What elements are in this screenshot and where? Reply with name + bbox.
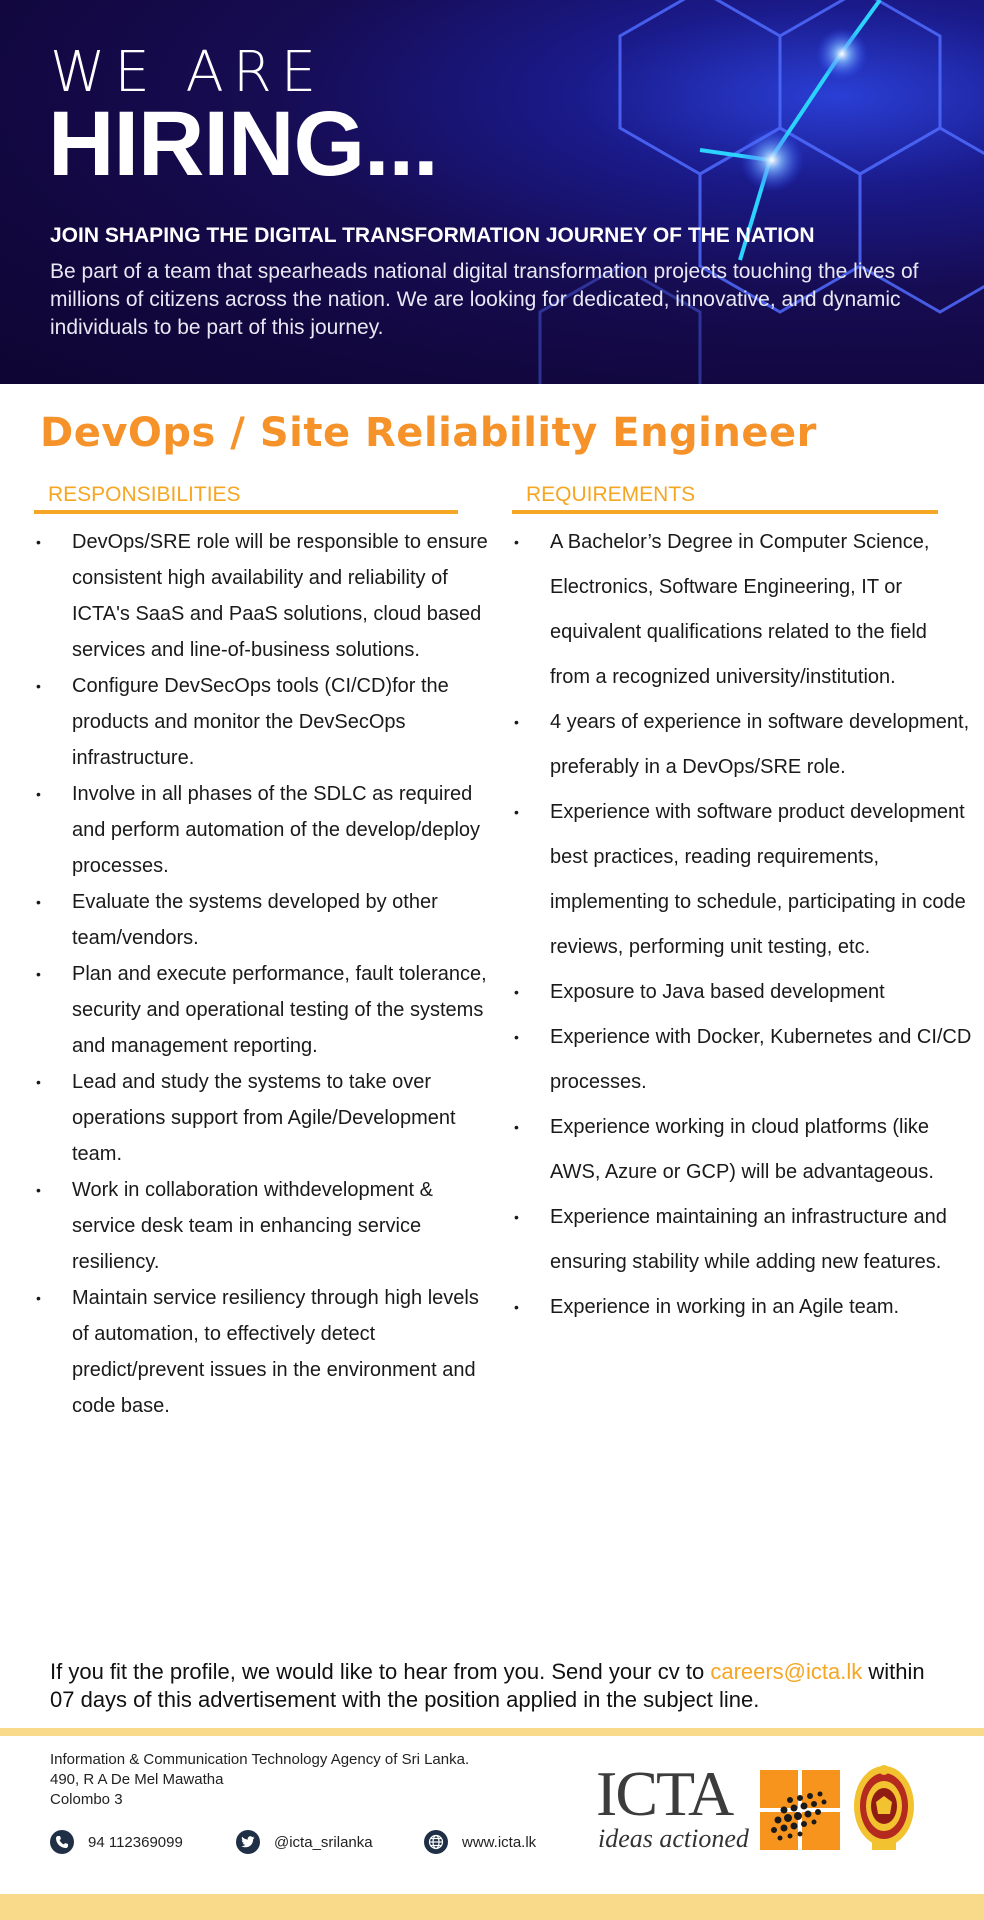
list-item: • 4 years of experience in software development, preferably in a DevOps/SRE role.	[512, 700, 972, 790]
requirements-list	[512, 520, 972, 1330]
bullet-icon: •	[36, 966, 41, 982]
cta-text-after: within 07 days of this advertisement with the position applied in the subject line.	[50, 1659, 925, 1712]
bullet-icon: •	[514, 1029, 519, 1045]
responsibilities-heading: RESPONSIBILITIES	[34, 480, 458, 514]
twitter-icon	[236, 1830, 260, 1854]
job-title: DevOps / Site Reliability Engineer	[40, 410, 817, 456]
bullet-icon: •	[36, 1290, 41, 1306]
list-item: • DevOps/SRE role will be responsible to ensure consistent high availability and reliability of ICTA's SaaS and PaaS solutions, cloud based services and line-of-business solutions.	[34, 524, 494, 668]
bottom-band	[0, 1894, 984, 1920]
contact-phone	[50, 1830, 183, 1854]
bullet-icon: •	[36, 678, 41, 694]
bullet-icon: •	[514, 714, 519, 730]
list-item: • Experience in working in an Agile team.	[512, 1285, 972, 1330]
list-item: • Plan and execute performance, fault tolerance, security and operational testing of the systems and management reporting.	[34, 956, 494, 1064]
list-item: • Exposure to Java based development	[512, 970, 972, 1015]
contact-twitter	[236, 1830, 373, 1854]
bullet-icon: •	[36, 534, 41, 550]
bullet-icon: •	[514, 534, 519, 550]
careers-email-link[interactable]: careers@icta.lk	[710, 1659, 863, 1684]
list-item: • Configure DevSecOps tools (CI/CD)for the products and monitor the DevSecOps infrastructure.	[34, 668, 494, 776]
list-item: • Experience with Docker, Kubernetes and CI/CD processes.	[512, 1015, 972, 1105]
sri-lanka-emblem-icon	[852, 1762, 916, 1852]
list-item: • Experience with software product development best practices, reading requirements, implementing to schedule, participating in code reviews, performing unit testing, etc.	[512, 790, 972, 970]
icta-logo-wordmark: ICTA	[596, 1758, 733, 1829]
globe-icon	[424, 1830, 448, 1854]
bullet-icon: •	[514, 1209, 519, 1225]
list-item: • Work in collaboration withdevelopment & service desk team in enhancing service resiliency.	[34, 1172, 494, 1280]
list-item: • Lead and study the systems to take over operations support from Agile/Development team.	[34, 1064, 494, 1172]
footer-divider	[0, 1728, 984, 1736]
requirements-section	[512, 480, 972, 1330]
address-line-3: Colombo 3	[50, 1791, 123, 1808]
phone-icon	[50, 1830, 74, 1854]
bullet-icon: •	[36, 1182, 41, 1198]
icta-logo	[596, 1758, 840, 1858]
list-item: • A Bachelor’s Degree in Computer Science, Electronics, Software Engineering, IT or equivalent qualifications related to the field from a recognized university/institution.	[512, 520, 972, 700]
bullet-icon: •	[514, 1119, 519, 1135]
bullet-icon: •	[36, 786, 41, 802]
bullet-icon: •	[36, 1074, 41, 1090]
cta-text-before: If you fit the profile, we would like to hear from you. Send your cv to	[50, 1659, 711, 1684]
phone-number: 94 112369099	[88, 1833, 183, 1851]
bullet-icon: •	[36, 894, 41, 910]
bullet-icon: •	[514, 804, 519, 820]
hero-line-we-are: WE ARE	[50, 40, 326, 105]
bullet-icon: •	[514, 1299, 519, 1315]
requirements-heading: REQUIREMENTS	[512, 480, 938, 514]
icta-logo-mark-icon	[760, 1770, 840, 1850]
address-line-2: 490, R A De Mel Mawatha	[50, 1771, 224, 1788]
hero-line-hiring: HIRING...	[48, 93, 438, 195]
responsibilities-list	[34, 524, 494, 1424]
hero-banner	[0, 0, 984, 384]
list-item: • Experience maintaining an infrastructure and ensuring stability while adding new features.	[512, 1195, 972, 1285]
twitter-handle[interactable]: @icta_srilanka	[274, 1833, 373, 1851]
list-item: • Involve in all phases of the SDLC as required and perform automation of the develop/deploy processes.	[34, 776, 494, 884]
list-item: • Evaluate the systems developed by other team/vendors.	[34, 884, 494, 956]
hero-description: Be part of a team that spearheads national digital transformation projects touching the lives of millions of citizens across the nation. We are looking for dedicated, innovative, and dynamic individuals to be part of this journey.	[50, 260, 919, 339]
contact-website	[424, 1830, 536, 1854]
list-item: • Experience working in cloud platforms (like AWS, Azure or GCP) will be advantageous.	[512, 1105, 972, 1195]
organization-address	[50, 1750, 469, 1810]
responsibilities-section	[34, 480, 494, 1424]
list-item: • Maintain service resiliency through high levels of automation, to effectively detect predict/prevent issues in the environment and code base.	[34, 1280, 494, 1424]
icta-logo-tagline: ideas actioned	[598, 1824, 749, 1853]
website-link[interactable]: www.icta.lk	[462, 1833, 537, 1851]
bullet-icon: •	[514, 984, 519, 1000]
address-line-1: Information & Communication Technology Agency of Sri Lanka.	[50, 1751, 470, 1768]
hero-subtitle: JOIN SHAPING THE DIGITAL TRANSFORMATION JOURNEY OF THE NATION	[50, 224, 815, 247]
application-instructions	[50, 1658, 950, 1714]
